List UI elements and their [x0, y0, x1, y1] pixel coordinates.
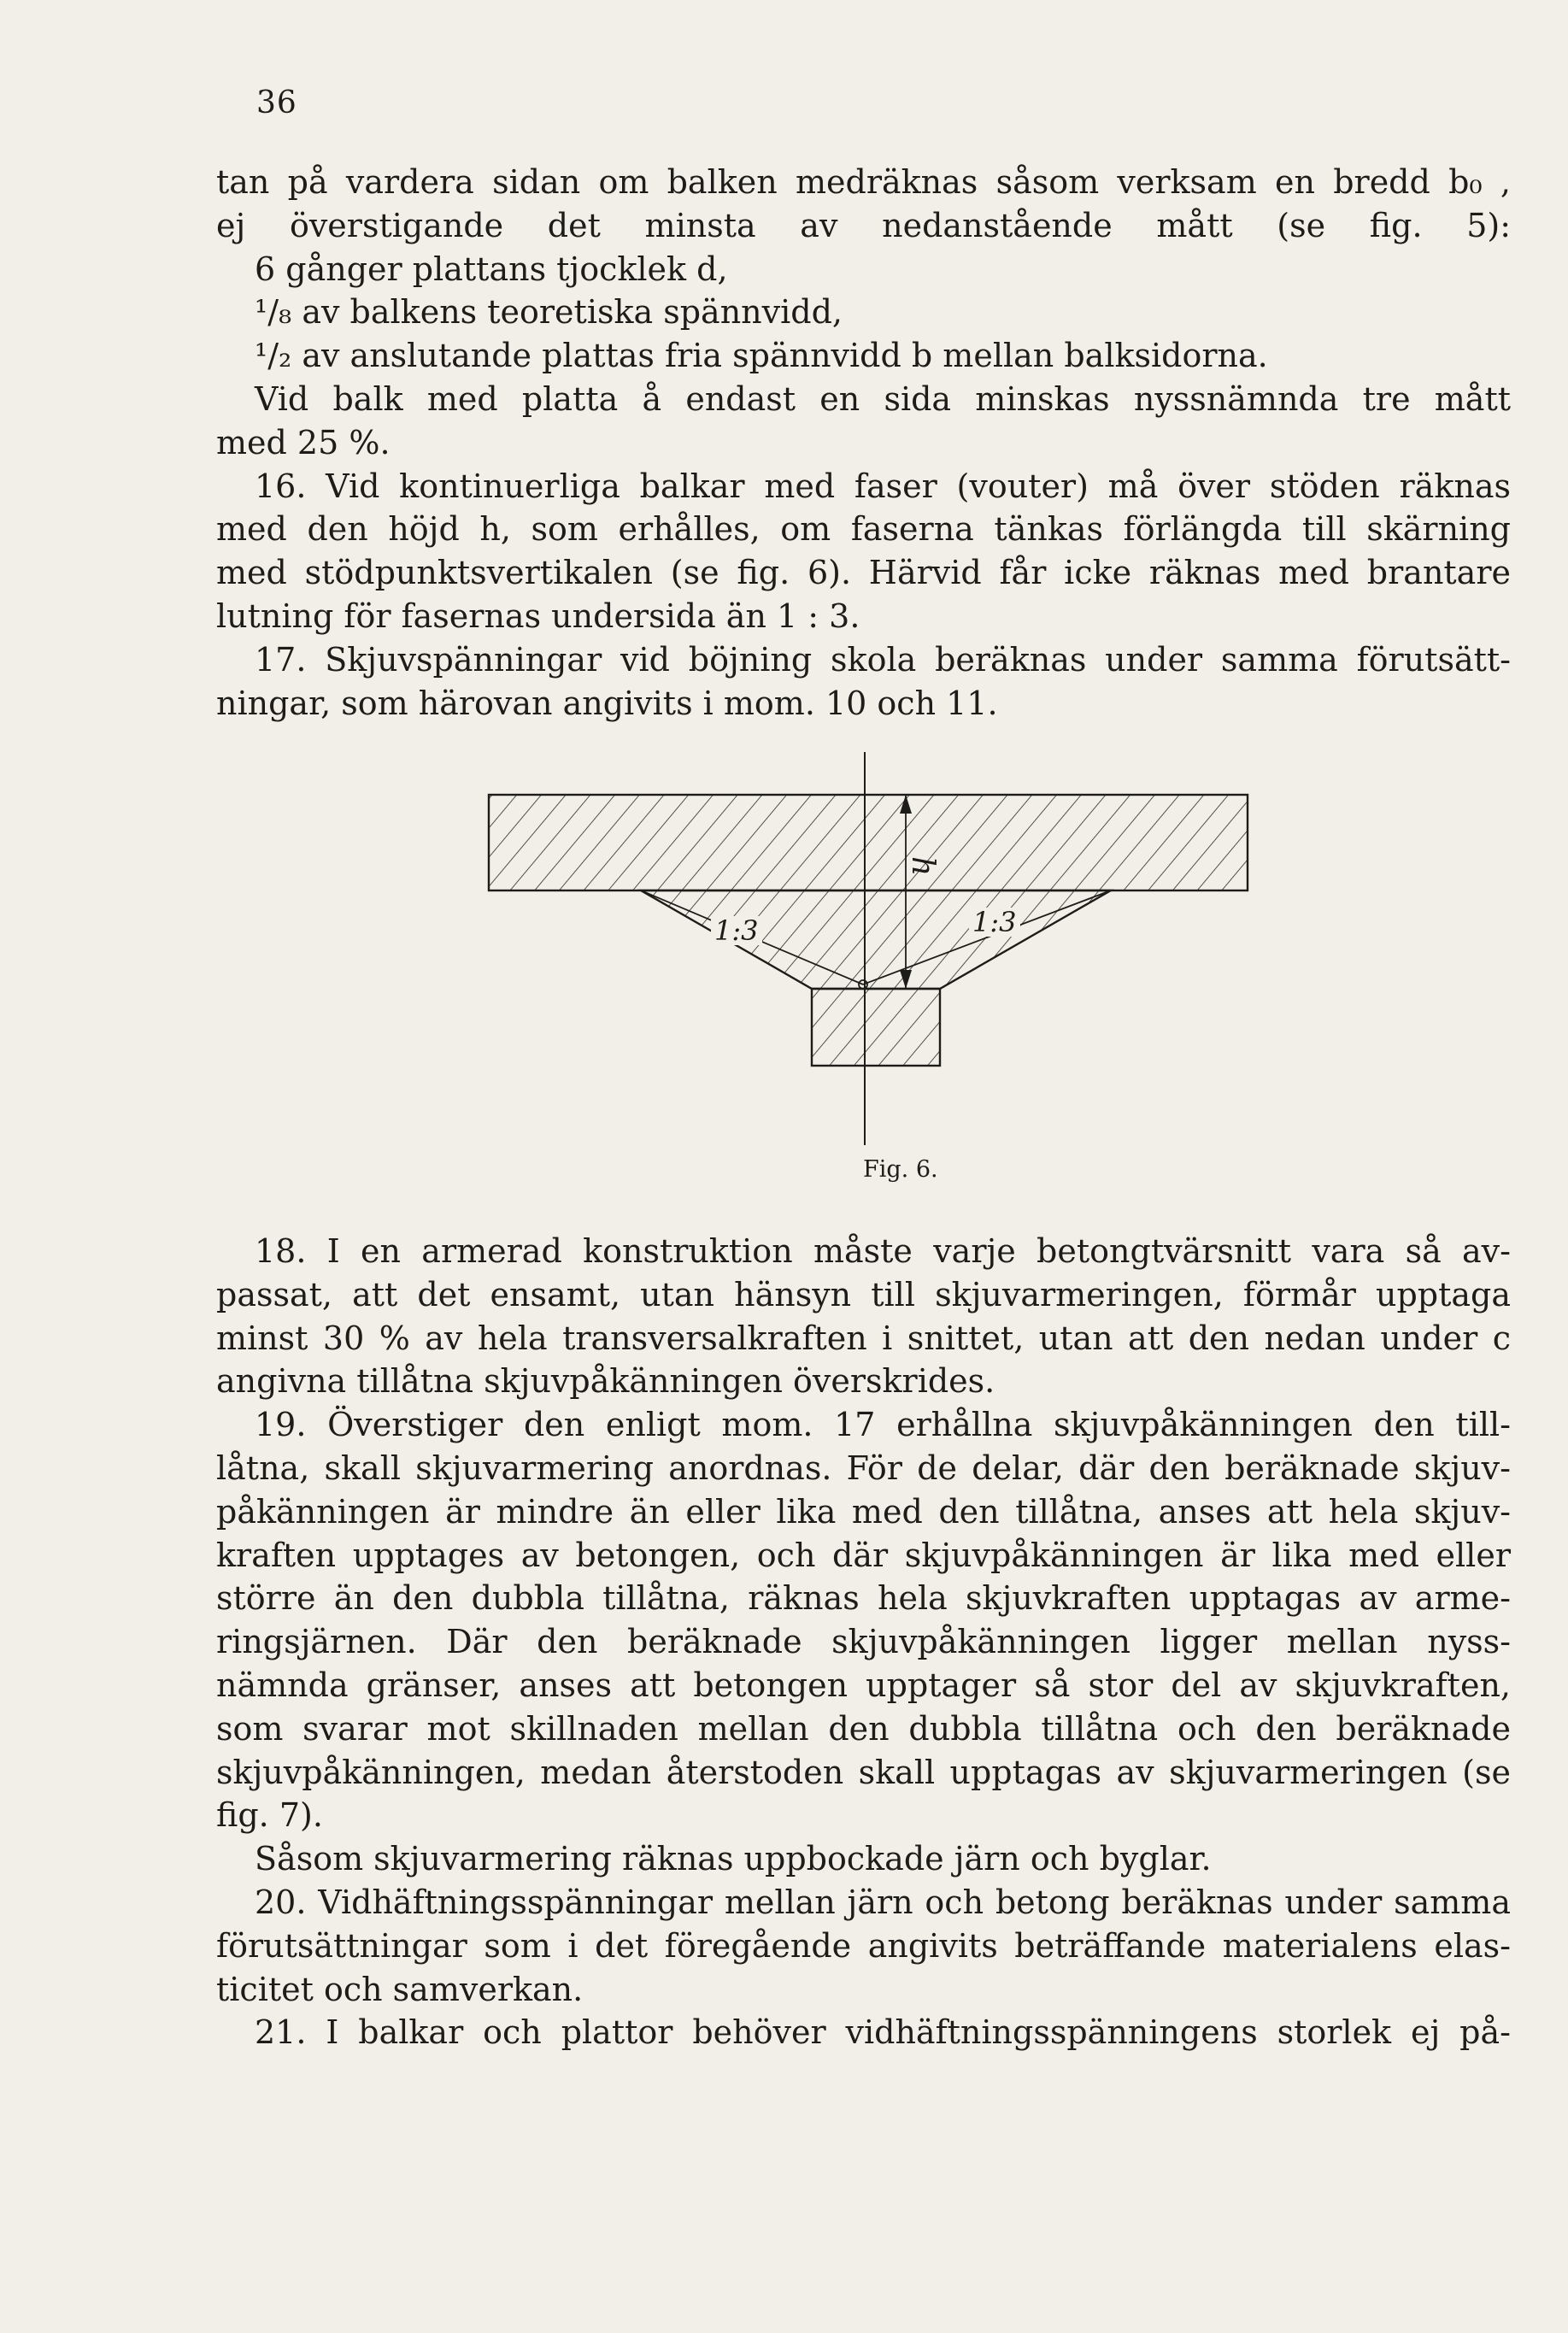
slab-flange [489, 795, 1248, 890]
text-line: kraften upptages av betongen, och där skjuvpåkänningen är lika med eller [216, 1536, 1511, 1574]
text-line: passat, att det ensamt, utan hänsyn till skjuvarmeringen, förmår upptaga [216, 1275, 1511, 1313]
text-line: 6 gånger plattans tjocklek d, [255, 250, 728, 288]
text-line: angivna tillåtna skjuvpåkänningen överskrides. [216, 1362, 995, 1401]
slope-label-left: 1:3 [714, 914, 759, 947]
page-number: 36 [256, 85, 297, 120]
text-line: Vid balk med platta å endast en sida minskas nyssnämnda tre mått [255, 379, 1511, 418]
text-line: ningar, som härovan angivits i mom. 10 och 11. [216, 684, 998, 722]
text-line: förutsättningar som i det föregående angivits beträffande materialens elas- [216, 1926, 1511, 1965]
beam-cross-section-diagram [479, 752, 1273, 1145]
text-line: med 25 %. [216, 423, 391, 461]
slope-label-right: 1:3 [972, 906, 1017, 938]
beam-web [812, 989, 940, 1066]
text-line: 17. Skjuvspänningar vid böjning skola beräknas under samma förutsätt- [255, 640, 1511, 679]
text-line: 21. I balkar och plattor behöver vidhäftningsspänningens storlek ej på- [255, 2013, 1511, 2052]
text-line: 18. I en armerad konstruktion måste varje betongtvärsnitt vara så av- [255, 1232, 1511, 1270]
text-line: större än den dubbla tillåtna, räknas hela skjuvkraften upptagas av arme- [216, 1579, 1511, 1618]
text-line: med stödpunktsvertikalen (se fig. 6). Härvid får icke räknas med brantare [216, 554, 1511, 592]
text-line: skjuvpåkänningen, medan återstoden skall upptagas av skjuvarmeringen (se [216, 1753, 1511, 1791]
text-line: Såsom skjuvarmering räknas uppbockade järn och byglar. [255, 1840, 1212, 1878]
text-line: med den höjd h, som erhålles, om faserna tänkas förlängda till skärning [216, 510, 1511, 549]
text-line: ringsjärnen. Där den beräknade skjuvpåkänningen ligger mellan nyss- [216, 1623, 1511, 1661]
text-line: ¹/₂ av anslutande plattas fria spännvidd b mellan balksidorna. [255, 337, 1268, 375]
text-line: ticitet och samverkan. [216, 1970, 584, 2008]
text-line: 16. Vid kontinuerliga balkar med faser (vouter) må över stöden räknas [255, 467, 1511, 505]
text-line: fig. 7). [216, 1796, 323, 1835]
figure-6-beam-section [479, 752, 1273, 1145]
text-line: påkänningen är mindre än eller lika med den tillåtna, anses att hela skjuv- [216, 1492, 1511, 1531]
top-text-block [216, 161, 1511, 725]
text-line: som svarar mot skillnaden mellan den dubbla tillåtna och den beräknade [216, 1709, 1511, 1748]
height-label: h [905, 856, 940, 877]
figure-caption: Fig. 6. [863, 1156, 938, 1183]
text-line: nämnda gränser, anses att betongen upptager så stor del av skjuvkraften, [216, 1666, 1511, 1704]
text-line: minst 30 % av hela transversalkraften i snittet, utan att den nedan under c [216, 1319, 1511, 1357]
text-line: låtna, skall skjuvarmering anordnas. För de delar, där den beräknade skjuv- [216, 1449, 1511, 1487]
text-line: ej överstigande det minsta av nedanstående mått (se fig. 5): [216, 206, 1511, 244]
text-line: 19. Överstiger den enligt mom. 17 erhållna skjuvpåkänningen den till- [255, 1406, 1511, 1444]
text-line: ¹/₈ av balkens teoretiska spännvidd, [255, 293, 843, 332]
text-line: tan på vardera sidan om balken medräknas såsom verksam en bredd b₀ , [216, 163, 1511, 201]
text-line: 20. Vidhäftningsspänningar mellan järn och betong beräknas under samma [255, 1883, 1511, 1921]
bottom-text-block [216, 1230, 1511, 2054]
text-line: lutning för fasernas undersida än 1 : 3. [216, 596, 860, 635]
